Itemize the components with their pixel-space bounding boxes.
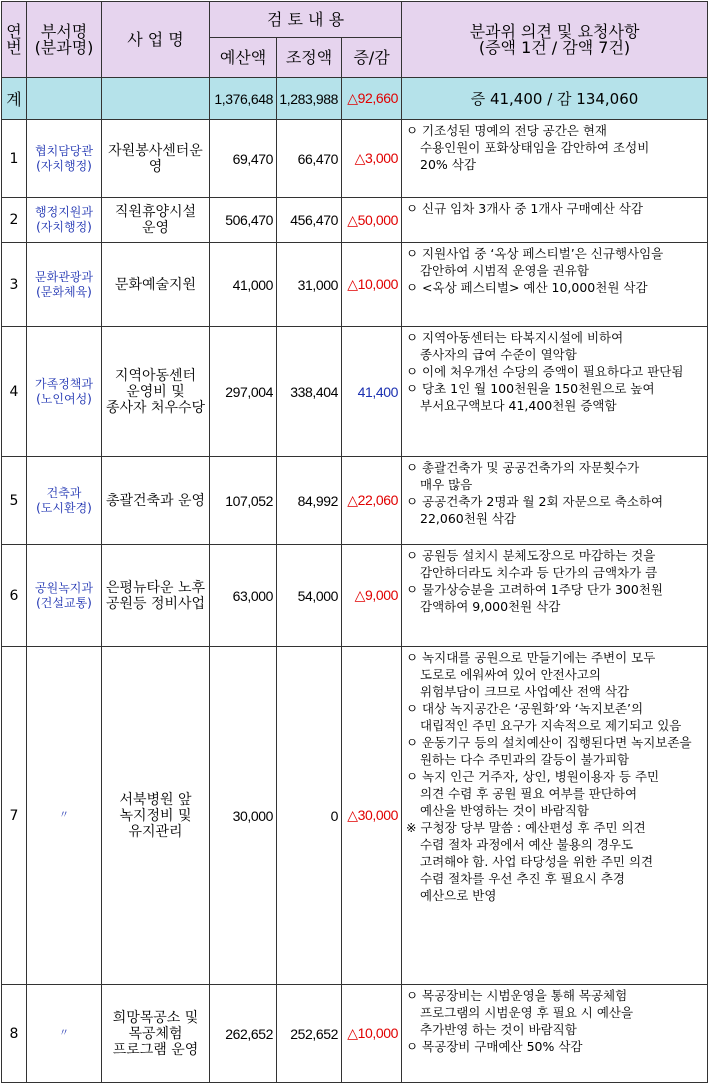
row-budget — [210, 120, 277, 198]
row-budget-text: 262,652 — [225, 1025, 273, 1042]
row-project-text: 총괄건축과 운영 — [105, 492, 206, 509]
opinion-line: 고려해야 함. 사업 타당성을 위한 주민 의견 — [420, 854, 654, 869]
opinion-line: ㅇ 지역아동센터는 타복지시설에 비하여 — [406, 330, 624, 345]
row-diff-text: △10,000 — [347, 1025, 398, 1041]
row-diff-text: △3,000 — [354, 150, 398, 166]
total-adjusted: 1,283,988 — [277, 78, 342, 120]
row-diff — [342, 120, 402, 198]
row-budget-text: 69,470 — [232, 150, 273, 167]
opinion-line: ※ 구청장 당부 말씀 : 예산편성 후 주민 의견 — [406, 820, 646, 835]
table-row — [2, 985, 708, 1083]
row-project — [102, 457, 210, 545]
row-adjusted — [277, 647, 342, 985]
table-row — [2, 327, 708, 457]
row-budget-text: 506,470 — [225, 212, 273, 228]
row-adjusted — [277, 327, 342, 457]
table-row — [2, 545, 708, 647]
row-budget — [210, 647, 277, 985]
row-adjusted-text: 54,000 — [297, 587, 338, 604]
row-no — [2, 647, 27, 985]
total-summary: 증 41,400 / 감 134,060 — [402, 78, 708, 120]
header-review: 검 토 내 용 — [210, 2, 402, 38]
row-opinion — [402, 985, 708, 1083]
row-budget — [210, 243, 277, 327]
row-opinion — [402, 545, 708, 647]
row-no — [2, 327, 27, 457]
opinion-line: ㅇ 지원사업 중 ‘옥상 페스티벌’은 신규행사임을 — [406, 246, 664, 261]
row-dept — [27, 243, 102, 327]
opinion-line: 예산으로 반영 — [420, 888, 497, 903]
row-adjusted — [277, 985, 342, 1083]
row-diff — [342, 243, 402, 327]
row-opinion — [402, 120, 708, 198]
row-dept — [27, 457, 102, 545]
row-dept — [27, 985, 102, 1083]
row-no-text: 2 — [9, 212, 19, 228]
row-budget-text: 107,052 — [225, 492, 273, 509]
row-opinion — [402, 243, 708, 327]
row-project-text: 직원휴양시설 운영 — [114, 204, 197, 236]
opinion-line: 수렴 절차를 우선 추진 후 필요시 추경 — [420, 871, 625, 886]
row-project — [102, 985, 210, 1083]
row-budget-text: 63,000 — [232, 587, 273, 604]
row-budget-text: 41,000 — [232, 276, 273, 293]
row-no — [2, 120, 27, 198]
opinion-line: 20% 삭감 — [420, 157, 476, 172]
row-diff — [342, 327, 402, 457]
opinion-line: ㅇ 이에 처우개선 수당의 증액이 필요하다고 판단됨 — [406, 364, 684, 379]
opinion-line: 종사자의 급여 수준이 열악함 — [420, 347, 577, 362]
row-diff-text: △22,060 — [347, 492, 398, 508]
header-adjusted: 조정액 — [277, 38, 342, 78]
row-opinion — [402, 198, 708, 243]
row-dept-text: 행정지원과 (자치행정) — [35, 205, 93, 234]
row-dept-text: 협치담당관 (자치행정) — [35, 143, 93, 173]
row-dept — [27, 198, 102, 243]
row-no-text: 3 — [9, 276, 19, 293]
opinion-line: 감액하여 9,000천원 삭감 — [420, 599, 561, 614]
opinion-line: 수렴 절차 과정에서 예산 불용의 경우도 — [420, 837, 634, 852]
opinion-line: ㅇ <옥상 페스티벌> 예산 10,000천원 삭감 — [406, 280, 648, 295]
opinion-line: ㅇ 당초 1인 월 100천원을 150천원으로 높여 — [406, 381, 655, 396]
row-no — [2, 198, 27, 243]
row-opinion — [402, 457, 708, 545]
total-row — [2, 78, 708, 120]
opinion-line: 프로그램의 시범운영 후 필요 시 예산을 — [420, 1005, 634, 1020]
row-dept-text: 건축과 (도시환경) — [36, 485, 92, 515]
opinion-line: 의견 수렴 후 공원 필요 여부를 판단하여 — [420, 786, 638, 801]
row-dept-text: 〃 — [59, 1028, 69, 1039]
row-budget-text: 30,000 — [232, 807, 273, 824]
header-diff: 증/감 — [342, 38, 402, 78]
row-adjusted-text: 84,992 — [297, 492, 338, 509]
opinion-line: 위험부담이 크므로 사업예산 전액 삭감 — [420, 684, 630, 699]
opinion-line: ㅇ 공공건축가 2명과 월 2회 자문으로 축소하여 — [406, 494, 664, 509]
header-dept: 부서명 (분과명) — [27, 2, 102, 78]
row-no-text: 4 — [9, 383, 19, 400]
row-project-text: 서북병원 앞 녹지정비 및 유지관리 — [119, 791, 192, 840]
row-no-text: 5 — [9, 492, 19, 509]
row-project-text: 은평뉴타운 노후 공원등 정비사업 — [105, 579, 206, 612]
row-diff — [342, 198, 402, 243]
opinion-line: ㅇ 총괄건축가 및 공공건축가의 자문횟수가 — [406, 460, 640, 475]
opinion-line: 원하는 다수 주민과의 갈등이 불가피함 — [420, 752, 630, 767]
row-project-text: 문화예술지원 — [114, 276, 197, 293]
opinion-line: ㅇ 운동기구 등의 설치예산이 집행된다면 녹지보존을 — [406, 735, 692, 750]
row-budget — [210, 545, 277, 647]
opinion-line: ㅇ 목공장비 구매예산 50% 삭감 — [406, 1039, 583, 1054]
row-diff-text: △10,000 — [347, 276, 398, 292]
opinion-line: 도로로 에워싸여 있어 안전사고의 — [420, 667, 601, 682]
opinion-line: 추가반영 하는 것이 바람직함 — [420, 1022, 577, 1037]
row-opinion — [402, 327, 708, 457]
header-budget: 예산액 — [210, 38, 277, 78]
opinion-line: 매우 많음 — [420, 477, 473, 492]
row-diff-text: 41,400 — [357, 383, 398, 400]
row-budget — [210, 198, 277, 243]
row-adjusted — [277, 457, 342, 545]
opinion-line: ㅇ 대상 녹지공간은 ‘공원화’와 ‘녹지보존’의 — [406, 701, 644, 716]
table-row — [2, 647, 708, 985]
row-adjusted-text: 338,404 — [290, 383, 338, 400]
row-no — [2, 545, 27, 647]
opinion-line: 감안하여 시범적 운영을 권유함 — [420, 263, 589, 278]
opinion-line: 22,060천원 삭감 — [420, 511, 517, 526]
opinion-line: ㅇ 기조성된 명예의 전당 공간은 현재 — [406, 123, 607, 138]
row-adjusted-text: 0 — [330, 807, 338, 824]
header-project: 사 업 명 — [102, 2, 210, 78]
row-project — [102, 243, 210, 327]
row-diff-text: △50,000 — [347, 211, 398, 228]
row-no-text: 8 — [9, 1025, 19, 1042]
opinion-line: ㅇ 녹지대를 공원으로 만들기에는 주변이 모두 — [406, 650, 656, 665]
row-budget-text: 297,004 — [225, 383, 273, 400]
row-adjusted — [277, 120, 342, 198]
row-dept-text: 가족정책과 (노인여성) — [35, 376, 93, 406]
table-row — [2, 243, 708, 327]
row-dept-text: 공원녹지과 (건설교통) — [35, 580, 93, 610]
table-row — [2, 198, 708, 243]
row-adjusted-text: 31,000 — [297, 276, 338, 293]
opinion-line: ㅇ 공원등 설치시 분체도장으로 마감하는 것을 — [406, 548, 656, 563]
row-budget — [210, 457, 277, 545]
row-adjusted-text: 456,470 — [290, 212, 338, 228]
row-dept-text: 문화관광과 (문화체육) — [35, 269, 93, 299]
row-diff — [342, 647, 402, 985]
opinion-line: ㅇ 녹지 인근 거주자, 상인, 병원이용자 등 주민 — [406, 769, 660, 784]
total-diff: △92,660 — [342, 78, 402, 120]
row-adjusted — [277, 198, 342, 243]
row-adjusted — [277, 243, 342, 327]
row-diff-text: △9,000 — [354, 587, 398, 603]
row-opinion — [402, 647, 708, 985]
opinion-line: 감안하더라도 치수과 등 단가의 금액차가 큼 — [420, 565, 658, 580]
row-project — [102, 120, 210, 198]
row-no-text: 1 — [9, 150, 19, 167]
row-diff — [342, 545, 402, 647]
row-project-text: 지역아동센터 운영비 및 종사자 처우수당 — [105, 367, 206, 416]
header-opinion: 분과위 의견 및 요청사항 (증액 1건 / 감액 7건) — [402, 2, 708, 78]
row-diff-text: △30,000 — [347, 807, 398, 823]
row-no-text: 7 — [9, 807, 19, 824]
row-project — [102, 198, 210, 243]
row-no-text: 6 — [9, 587, 19, 604]
opinion-line: 부서요구액보다 41,400천원 증액함 — [420, 398, 617, 413]
row-adjusted-text: 66,470 — [297, 150, 338, 167]
opinion-line: ㅇ 신규 임차 3개사 중 1개사 구매예산 삭감 — [406, 201, 643, 216]
row-diff — [342, 985, 402, 1083]
row-budget — [210, 985, 277, 1083]
header-no: 연 번 — [2, 2, 27, 78]
row-no — [2, 457, 27, 545]
opinion-line: 예산을 반영하는 것이 바람직함 — [420, 803, 589, 818]
row-budget — [210, 327, 277, 457]
row-dept — [27, 327, 102, 457]
row-dept — [27, 120, 102, 198]
table-row — [2, 120, 708, 198]
row-dept — [27, 545, 102, 647]
opinion-line: 수용인원이 포화상태임을 감안하여 조성비 — [420, 140, 650, 155]
row-project-text: 자원봉사센터운 영 — [108, 142, 203, 175]
row-no — [2, 243, 27, 327]
row-adjusted-text: 252,652 — [290, 1025, 338, 1042]
row-dept — [27, 647, 102, 985]
opinion-line: 대립적인 주민 요구가 지속적으로 제기되고 있음 — [420, 718, 682, 733]
total-budget: 1,376,648 — [210, 78, 277, 120]
row-no — [2, 985, 27, 1083]
row-project — [102, 647, 210, 985]
opinion-line: ㅇ 물가상승분을 고려하여 1주당 단가 300천원 — [406, 582, 663, 597]
total-label: 계 — [2, 78, 27, 120]
row-adjusted — [277, 545, 342, 647]
row-dept-text: 〃 — [59, 810, 69, 821]
row-project — [102, 327, 210, 457]
opinion-line: ㅇ 목공장비는 시범운영을 통해 목공체험 — [406, 988, 628, 1003]
row-diff — [342, 457, 402, 545]
table-row — [2, 457, 708, 545]
budget-review-table — [1, 1, 708, 1083]
row-project-text: 희망목공소 및 목공체험 프로그램 운영 — [112, 1009, 199, 1058]
row-project — [102, 545, 210, 647]
